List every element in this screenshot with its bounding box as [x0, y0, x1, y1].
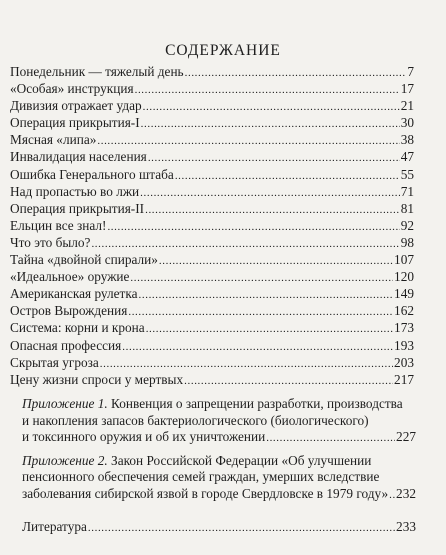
- appendices: [22, 396, 416, 510]
- leader-dots: [88, 520, 395, 537]
- leader-dots: [266, 430, 395, 447]
- toc-entry-page: 30: [400, 115, 414, 131]
- toc-entry[interactable]: [10, 285, 414, 302]
- toc-entry-page: 149: [394, 286, 414, 302]
- toc-entry-title: «Особая» инструкция: [10, 81, 134, 97]
- leader-dots: [148, 150, 400, 167]
- leader-dots: [122, 339, 393, 356]
- toc-entry[interactable]: [10, 166, 414, 183]
- toc-entry[interactable]: [10, 131, 414, 148]
- toc-entry-title: Скрытая угроза: [10, 354, 99, 370]
- leader-dots: [389, 487, 395, 504]
- toc-entry[interactable]: [10, 63, 414, 80]
- toc-entry[interactable]: [10, 97, 414, 114]
- toc-entry-page: 71: [400, 183, 414, 199]
- toc-entry[interactable]: [10, 337, 414, 354]
- toc-entry-page: 203: [394, 354, 414, 370]
- toc-entry-title: Понедельник — тяжелый день: [10, 64, 184, 79]
- toc-entry-title: Ошибка Генерального штаба: [10, 166, 174, 182]
- toc-entry[interactable]: [10, 148, 414, 165]
- leader-dots: [135, 82, 400, 99]
- leader-dots: [145, 202, 400, 219]
- leader-dots: [128, 304, 393, 321]
- toc-entry[interactable]: [10, 319, 414, 336]
- toc-entry-title: Операция прикрытия-II: [10, 200, 145, 216]
- appendix-2-label: Приложение 2.: [22, 452, 108, 468]
- toc-entry-title: Мясная «липа»: [10, 132, 97, 148]
- appendix-1-line-1: Конвенция о запрещении разработки, производства: [111, 396, 403, 411]
- leader-dots: [140, 185, 400, 202]
- toc-entry-page: 55: [400, 166, 414, 182]
- leader-dots: [146, 321, 393, 338]
- toc-entry[interactable]: [10, 217, 414, 234]
- toc-entry-page: 92: [400, 217, 414, 233]
- toc-entry-page: 162: [394, 303, 414, 319]
- toc-entry[interactable]: [10, 234, 414, 251]
- leader-dots: [139, 287, 394, 304]
- toc-entry-title: Операция прикрытия-I: [10, 115, 140, 131]
- leader-dots: [185, 65, 407, 82]
- toc-entry-page: 7: [407, 64, 414, 79]
- leader-dots: [184, 373, 393, 390]
- toc-entry[interactable]: [10, 268, 414, 285]
- toc-entry-title: Тайна «двойной спирали»: [10, 252, 158, 268]
- appendix-2-line-2: пенсионного обеспечения семей граждан, умерших вследствие: [22, 469, 380, 485]
- toc-entry[interactable]: [10, 80, 414, 97]
- leader-dots: [107, 219, 399, 236]
- toc-entry[interactable]: [10, 251, 414, 268]
- toc-entry-page: 98: [400, 234, 414, 250]
- toc-entry-title: Цену жизни спроси у мертвых: [10, 371, 184, 387]
- toc-entry-page: 193: [394, 337, 414, 353]
- toc-entry-title: Опасная профессия: [10, 337, 122, 353]
- toc-entry[interactable]: [10, 371, 414, 388]
- leader-dots: [159, 253, 393, 270]
- toc-entry-title: «Идеальное» оружие: [10, 269, 130, 285]
- toc-entry[interactable]: [10, 183, 414, 200]
- toc-entry[interactable]: [10, 302, 414, 319]
- toc-entry-title: Что это было?: [10, 234, 91, 250]
- toc-entry-title: Ельцин все знал!: [10, 217, 107, 233]
- toc-entry-page: 17: [400, 81, 414, 97]
- toc-entry-page: 38: [400, 132, 414, 148]
- appendix-2-line-1: Закон Российской Федерации «Об улучшении: [111, 452, 372, 468]
- leader-dots: [141, 116, 400, 133]
- toc-entry[interactable]: [10, 354, 414, 371]
- literature-entry[interactable]: [22, 518, 416, 535]
- appendix-2-entry[interactable]: [22, 453, 416, 504]
- leader-dots: [130, 270, 393, 287]
- toc-entry-page: 217: [394, 371, 414, 387]
- toc-entry[interactable]: [10, 200, 414, 217]
- literature-title: Литература: [22, 519, 87, 534]
- appendix-1-label: Приложение 1.: [22, 396, 108, 411]
- literature-page: 233: [396, 519, 416, 534]
- appendix-1-entry[interactable]: [22, 396, 416, 447]
- toc-entry-page: 120: [394, 269, 414, 285]
- leader-dots: [143, 99, 400, 116]
- toc-entry-page: 81: [400, 200, 414, 216]
- toc-entry-title: Американская рулетка: [10, 286, 138, 302]
- toc-entry-title: Над пропастью во лжи: [10, 183, 140, 199]
- toc-entry-page: 173: [394, 320, 414, 336]
- toc-entry-title: Система: корни и крона: [10, 320, 145, 336]
- page-title: СОДЕРЖАНИЕ: [165, 42, 281, 59]
- toc-entry-page: 21: [400, 98, 414, 114]
- toc-entry[interactable]: [10, 114, 414, 131]
- leader-dots: [175, 168, 400, 185]
- toc-entry-title: Остров Вырождения: [10, 303, 128, 319]
- appendix-1-page: 227: [396, 429, 416, 445]
- toc-entry-title: Дивизия отражает удар: [10, 98, 142, 114]
- toc-entry-page: 47: [400, 149, 414, 165]
- table-of-contents: [10, 63, 414, 388]
- appendix-2-line-3: заболевания сибирской язвой в городе Свердловске в 1979 году»: [22, 485, 389, 501]
- appendix-2-page: 232: [396, 485, 416, 501]
- appendix-1-line-2: и накопления запасов бактериологического (биологического): [22, 412, 369, 428]
- toc-entry-title: Инвалидация населения: [10, 149, 147, 165]
- toc-entry-page: 107: [394, 252, 414, 268]
- appendix-1-line-3: и токсинного оружия и об их уничтожении: [22, 429, 266, 445]
